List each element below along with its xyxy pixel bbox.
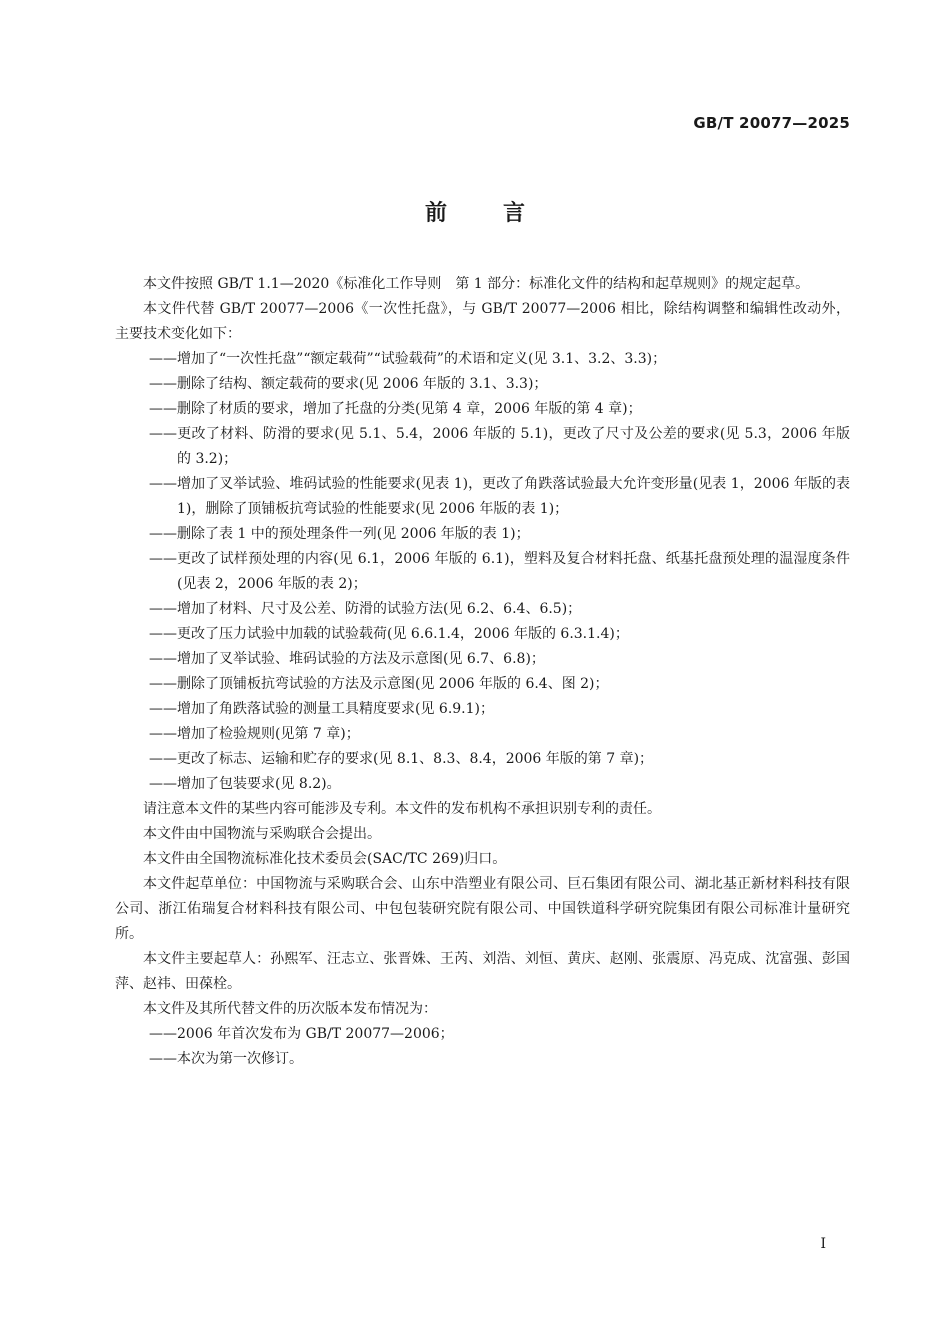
change-item: ——增加了包装要求(见 8.2)。 bbox=[149, 776, 341, 792]
change-item: ——更改了试样预处理的内容(见 6.1，2006 年版的 6.1)，塑料及复合材料托盘、纸基托盘预处理的温湿度条件(见表 2，2006 年版的表 2)； bbox=[149, 551, 850, 592]
paragraph: 本文件由中国物流与采购联合会提出。 bbox=[143, 826, 381, 842]
change-item: ——增加了检验规则(见第 7 章)； bbox=[149, 726, 360, 742]
change-item: ——删除了表 1 中的预处理条件一列(见 2006 年版的表 1)； bbox=[149, 526, 530, 542]
change-item: ——更改了材料、防滑的要求(见 5.1、5.4，2006 年版的 5.1)，更改了尺寸及公差的要求(见 5.3，2006 年版的 3.2)； bbox=[149, 426, 850, 467]
change-item: ——增加了“一次性托盘”“额定载荷”“试验载荷”的术语和定义(见 3.1、3.2、3.3)； bbox=[149, 351, 667, 367]
change-item: ——删除了材质的要求，增加了托盘的分类(见第 4 章，2006 年版的第 4 章)； bbox=[149, 401, 642, 417]
change-item: ——删除了结构、额定载荷的要求(见 2006 年版的 3.1、3.3)； bbox=[149, 376, 548, 392]
change-item: ——更改了标志、运输和贮存的要求(见 8.1、8.3、8.4，2006 年版的第 7 章)； bbox=[149, 751, 654, 767]
title-char-2: 言 bbox=[503, 201, 526, 226]
page-title bbox=[0, 196, 950, 227]
paragraph: 请注意本文件的某些内容可能涉及专利。本文件的发布机构不承担识别专利的责任。 bbox=[143, 801, 661, 817]
standard-code: GB/T 20077—2025 bbox=[693, 114, 850, 132]
change-item: ——增加了叉举试验、堆码试验的方法及示意图(见 6.7、6.8)； bbox=[149, 651, 545, 667]
paragraph: 本文件及其所代替文件的历次版本发布情况为： bbox=[143, 1001, 437, 1017]
change-item: ——增加了材料、尺寸及公差、防滑的试验方法(见 6.2、6.4、6.5)； bbox=[149, 601, 582, 617]
page-number: I bbox=[820, 1236, 826, 1252]
paragraph: 本文件由全国物流标准化技术委员会(SAC/TC 269)归口。 bbox=[143, 851, 507, 867]
paragraph: 本文件起草单位：中国物流与采购联合会、山东中浩塑业有限公司、巨石集团有限公司、湖北基正新材料科技有限公司、浙江佑瑞复合材料科技有限公司、中包包装研究院有限公司、中国铁道科学研究院集团有限公司标准计量研究所。 bbox=[115, 876, 850, 942]
change-item: ——增加了叉举试验、堆码试验的性能要求(见表 1)，更改了角跌落试验最大允许变形量(见表 1，2006 年版的表 1)，删除了顶铺板抗弯试验的性能要求(见 2006 年版的表 1)； bbox=[149, 476, 850, 517]
history-item: ——2006 年首次发布为 GB/T 20077—2006； bbox=[149, 1026, 454, 1042]
change-item: ——增加了角跌落试验的测量工具精度要求(见 6.9.1)； bbox=[149, 701, 494, 717]
foreword-body bbox=[115, 272, 850, 1072]
change-item: ——更改了压力试验中加载的试验载荷(见 6.6.1.4，2006 年版的 6.3.1.4)； bbox=[149, 626, 629, 642]
change-item: ——删除了顶铺板抗弯试验的方法及示意图(见 2006 年版的 6.4、图 2)； bbox=[149, 676, 609, 692]
paragraph: 本文件按照 GB/T 1.1—2020《标准化工作导则 第 1 部分：标准化文件的结构和起草规则》的规定起草。 bbox=[143, 276, 810, 292]
title-char-1: 前 bbox=[424, 201, 447, 226]
history-item: ——本次为第一次修订。 bbox=[149, 1051, 303, 1067]
paragraph: 本文件代替 GB/T 20077—2006《一次性托盘》，与 GB/T 20077—2006 相比，除结构调整和编辑性改动外，主要技术变化如下： bbox=[115, 301, 850, 342]
paragraph: 本文件主要起草人：孙熙军、汪志立、张晋姝、王芮、刘浩、刘恒、黄庆、赵刚、张震原、冯克成、沈富强、彭国萍、赵祎、田葆栓。 bbox=[115, 951, 850, 992]
